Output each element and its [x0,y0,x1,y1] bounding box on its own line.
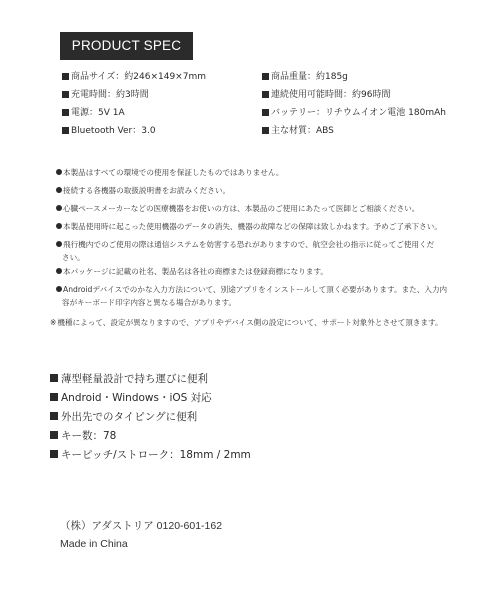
square-bullet-icon [262,91,269,98]
spec-text: 充電時間：約3時間 [71,90,149,100]
note-text: 心臓ペースメーカーなどの医療機器をお使いの方は、本製品のご使用にあたって医師とご相談ください。 [63,204,420,213]
country-of-origin: Made in China [60,538,128,550]
square-bullet-icon [50,374,58,382]
feature-text: 薄型軽量設計で持ち運びに便利 [61,373,208,385]
circle-bullet-icon [56,223,62,229]
spec-text: 電源：5V 1A [71,108,125,118]
note-text: 機種によって、設定が異なりますので、アプリやデバイス側の設定について、サポート対象外とさせて頂きます。 [57,318,443,327]
feature-text: キー数：78 [61,430,117,442]
product-spec-header: PRODUCT SPEC [60,32,193,60]
feature-item-portable [50,410,197,424]
feature-item-key-pitch [50,448,251,462]
spec-item-usage-time [262,89,390,101]
note-item [56,238,456,264]
note-item [56,202,456,215]
note-item [56,184,456,197]
square-bullet-icon [50,450,58,458]
square-bullet-icon [50,412,58,420]
circle-bullet-icon [56,286,62,292]
note-text: Androidデバイスでのかな入力方法について、別途アプリをインストールして頂く必要があります。また、入力内 [63,285,448,294]
square-bullet-icon [262,109,269,116]
circle-bullet-icon [56,268,62,274]
note-text: 飛行機内でのご使用の際は通信システムを妨害する恐れがありますので、航空会社の指示に従ってご使用くだ [63,240,435,249]
circle-bullet-icon [56,169,62,175]
note-text-continued: 容がキーボード印字内容と異なる場合があります。 [62,298,237,307]
note-item [56,283,456,309]
spec-text: バッテリー：リチウムイオン電池 180mAh [271,108,446,118]
feature-item-lightweight [50,372,208,386]
spec-item-bluetooth [62,125,156,137]
square-bullet-icon [62,91,69,98]
spec-text: 主な材質：ABS [271,126,334,136]
note-item [56,220,456,233]
circle-bullet-icon [56,187,62,193]
note-text: 本製品はすべての環境での使用を保証したものではありません。 [63,168,284,177]
spec-item-size [62,71,206,83]
spec-text: 商品重量：約185g [271,72,348,82]
note-remark [50,316,450,329]
feature-item-key-count [50,429,116,443]
feature-text: キーピッチ/ストローク：18mm / 2mm [61,449,251,461]
note-text: 本製品使用時に起こった使用機器のデータの消失、機器の故障などの保障は致しかねます。予めご了承下さい。 [63,222,442,231]
note-text: 本パッケージに記載の社名、製品名は各社の商標または登録商標になります。 [63,267,329,276]
feature-text: Android・Windows・iOS 対応 [61,392,212,404]
feature-item-compatibility [50,391,212,405]
feature-text: 外出先でのタイピングに便利 [61,411,198,423]
reference-mark-icon: ※ [50,318,57,327]
spec-text: 連続使用可能時間：約96時間 [271,90,391,100]
spec-text: 商品サイズ：約246×149×7mm [71,72,206,82]
square-bullet-icon [62,127,69,134]
square-bullet-icon [262,127,269,134]
square-bullet-icon [50,431,58,439]
note-item [56,166,456,179]
spec-item-battery [262,107,446,119]
company-contact: （株）アダストリア 0120-601-162 [60,520,223,532]
spec-text: Bluetooth Ver：3.0 [71,126,156,136]
circle-bullet-icon [56,205,62,211]
spec-item-material [262,125,334,137]
spec-item-charge-time [62,89,149,101]
circle-bullet-icon [56,241,62,247]
square-bullet-icon [262,73,269,80]
spec-item-weight [262,71,348,83]
square-bullet-icon [62,109,69,116]
note-item [56,265,456,278]
note-text: 接続する各機器の取扱説明書をお読みください。 [63,186,231,195]
note-text-continued: さい。 [62,253,85,262]
spec-item-power [62,107,125,119]
square-bullet-icon [50,393,58,401]
square-bullet-icon [62,73,69,80]
